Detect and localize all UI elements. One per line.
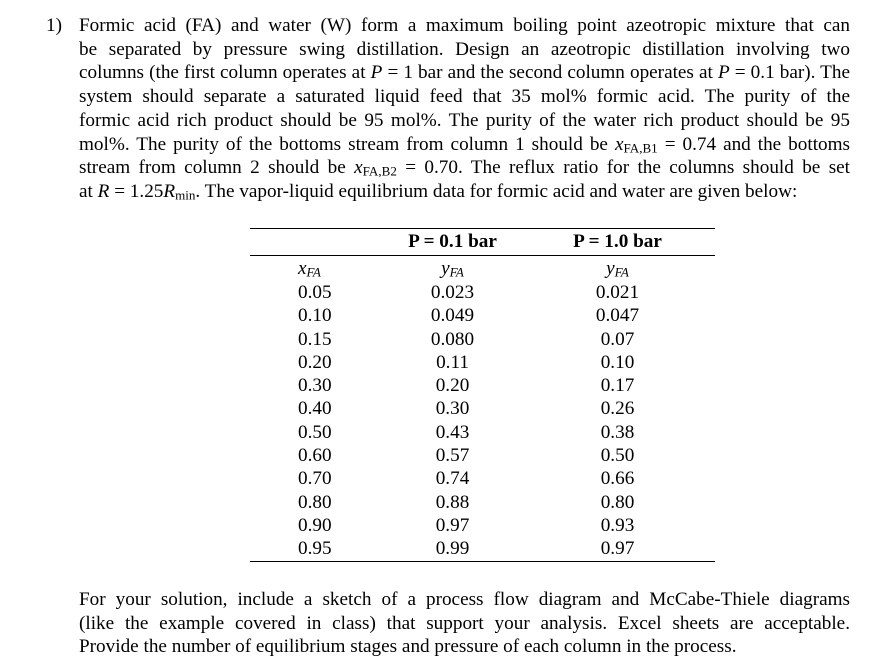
- x-fa-value: 0.90: [298, 514, 332, 536]
- table-subheader-row: [250, 256, 715, 282]
- problem-line-7: stream from column 2 should be $x_{FA,B2} = 0.70$. The reflux ratio for the columns should be set: [79, 157, 851, 179]
- table-row: [250, 328, 715, 351]
- y-fa-low-p-value: 0.43: [435, 421, 470, 443]
- problem-line-5: formic acid rich product should be 95 mol%. The purity of the water rich product should be 95: [79, 109, 850, 131]
- solution-instructions: [79, 588, 850, 659]
- table-row: [250, 374, 715, 397]
- subheader-x-fa: $x_{FA}$: [298, 257, 321, 280]
- header-p-1-0-bar: P = 1.0 bar: [520, 229, 715, 256]
- table-row: [250, 514, 715, 537]
- subheader-y-fa-low-p: $y_{FA}$: [441, 257, 464, 280]
- header-p-0-1-bar: P = 0.1 bar: [385, 229, 520, 256]
- y-fa-low-p-value: 0.11: [436, 351, 469, 373]
- y-fa-high-p-value: 0.38: [600, 421, 635, 443]
- problem-statement: [46, 14, 850, 204]
- footer-line-2: (like the example covered in class) that support your analysis. Excel sheets are acceptable.: [79, 612, 850, 634]
- table-row: [250, 491, 715, 514]
- y-fa-high-p-value: 0.17: [600, 375, 635, 397]
- problem-line-3: columns (the first column operates at P = 1 bar and the second column operates at P = 0.1 bar). The: [79, 62, 851, 84]
- y-fa-high-p-value: 0.50: [600, 445, 635, 467]
- problem-line-1: Formic acid (FA) and water (W) form a maximum boiling point azeotropic mixture that can: [79, 15, 850, 36]
- header-blank: [250, 229, 385, 256]
- y-fa-low-p-value: 0.080: [430, 328, 475, 350]
- table-row: [250, 467, 715, 490]
- subheader-y-fa-high-p: $y_{FA}$: [606, 257, 629, 280]
- problem-line-4: system should separate a saturated liquid feed that 35 mol% formic acid. The purity of the: [79, 86, 850, 108]
- x-fa-value: 0.10: [298, 305, 332, 327]
- table-row: [250, 444, 715, 467]
- x-fa-value: 0.05: [298, 282, 332, 303]
- table-row: [250, 281, 715, 304]
- table-row: [250, 537, 715, 561]
- y-fa-low-p-value: 0.97: [435, 514, 470, 536]
- x-fa-value: 0.40: [298, 398, 332, 420]
- y-fa-low-p-value: 0.30: [435, 398, 470, 420]
- table-row: [250, 421, 715, 444]
- table-row: [250, 397, 715, 420]
- problem-number: 1): [46, 15, 62, 36]
- y-fa-high-p-value: 0.26: [600, 398, 635, 420]
- problem-line-2: be separated by pressure swing distillation. Design an azeotropic distillation involving two: [79, 38, 850, 60]
- y-fa-high-p-value: 0.021: [595, 282, 640, 303]
- y-fa-high-p-value: 0.047: [595, 305, 640, 327]
- x-fa-value: 0.30: [298, 375, 332, 397]
- y-fa-high-p-value: 0.07: [600, 328, 635, 350]
- x-fa-value: 0.50: [298, 421, 332, 443]
- y-fa-high-p-value: 0.93: [600, 514, 635, 536]
- y-fa-high-p-value: 0.97: [520, 537, 715, 561]
- problem-text: [79, 14, 850, 204]
- y-fa-low-p-value: 0.023: [430, 282, 475, 303]
- x-fa-value: 0.15: [298, 328, 332, 350]
- vle-data-table: [250, 228, 715, 562]
- x-fa-value: 0.60: [298, 445, 332, 467]
- y-fa-low-p-value: 0.88: [435, 491, 470, 513]
- table-body: [250, 281, 715, 561]
- x-fa-value: 0.95: [250, 537, 385, 561]
- problem-line-6: mol%. The purity of the bottoms stream from column 1 should be $x_{FA,B1} = 0.74$ and the bottoms: [79, 133, 851, 156]
- x-fa-value: 0.20: [298, 351, 332, 373]
- y-fa-low-p-value: 0.57: [435, 445, 470, 467]
- table-row: [250, 304, 715, 327]
- y-fa-low-p-value: 0.99: [385, 537, 520, 561]
- table-row: [250, 351, 715, 374]
- y-fa-low-p-value: 0.20: [435, 375, 470, 397]
- y-fa-high-p-value: 0.66: [600, 468, 635, 490]
- problem-line-8: at $R = 1.25R_{min}$. The vapor-liquid equilibrium data for formic acid and water are given below:: [79, 180, 798, 203]
- x-fa-value: 0.80: [298, 491, 332, 513]
- y-fa-low-p-value: 0.74: [435, 468, 470, 490]
- footer-line-3: Provide the number of equilibrium stages and pressure of each column in the process.: [79, 636, 737, 658]
- table-header-row: [250, 229, 715, 256]
- y-fa-high-p-value: 0.10: [600, 351, 635, 373]
- x-fa-value: 0.70: [298, 468, 332, 490]
- y-fa-high-p-value: 0.80: [600, 491, 635, 513]
- footer-line-1: For your solution, include a sketch of a process flow diagram and McCabe-Thiele diagrams: [79, 589, 850, 610]
- y-fa-low-p-value: 0.049: [430, 305, 475, 327]
